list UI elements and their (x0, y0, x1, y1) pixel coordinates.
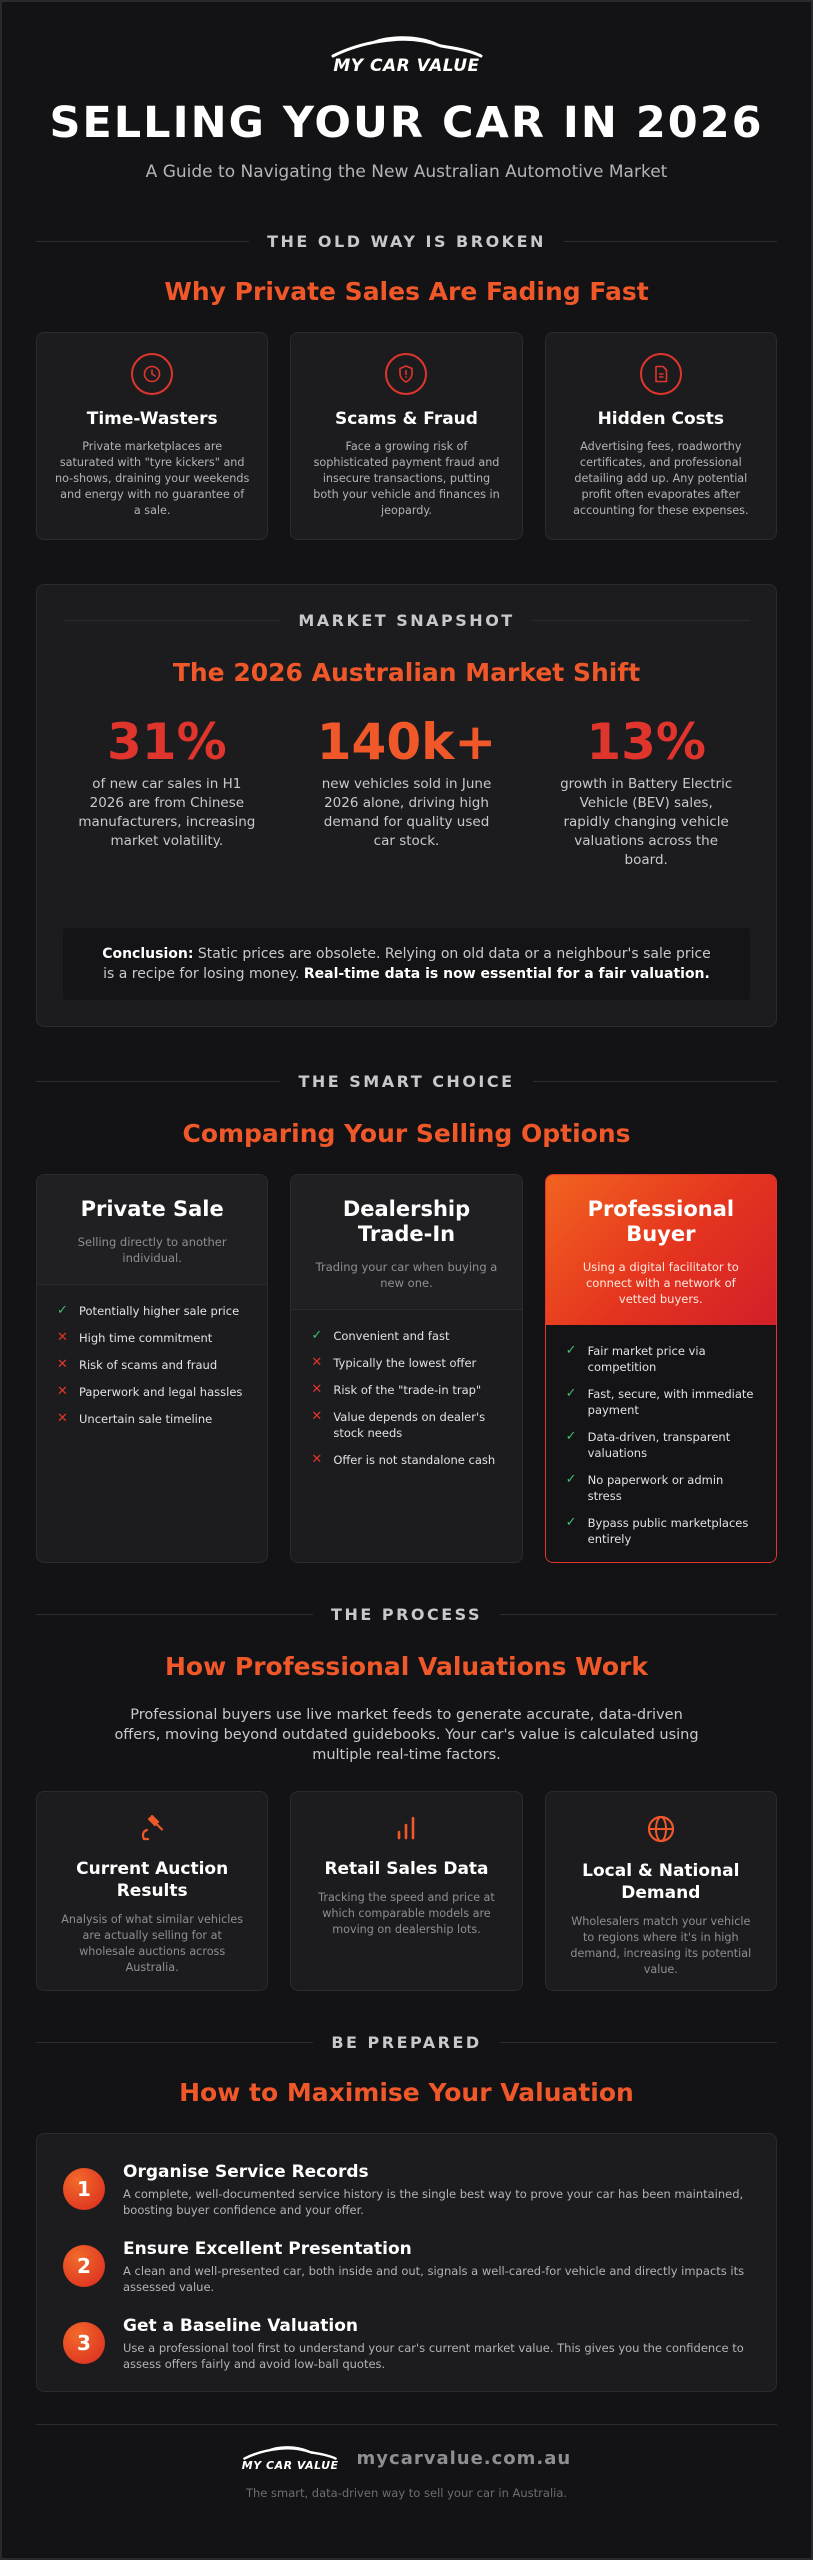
stat-value: 13% (586, 713, 707, 771)
problem-text: Advertising fees, roadworthy certificates, and professional detailing add up. Any potential profit often evaporates after accounting for these expenses. (573, 440, 749, 517)
conclusion-text: Static prices are obsolete. Relying on old data or a neighbour's sale price is a recipe for losing money. (103, 946, 711, 982)
list-item: ✕ Value depends on dealer's stock needs (311, 1409, 486, 1440)
cross-icon: ✕ (311, 1452, 323, 1467)
stat-value: 140k+ (316, 713, 497, 771)
option-list (546, 1325, 776, 1563)
list-item: ✕ Risk of the "trade-in trap" (311, 1382, 482, 1397)
conclusion-label: Conclusion: (102, 946, 194, 962)
step-text: A clean and well-presented car, both inside and out, signals a well-cared-for vehicle and directly impacts its assessed value. (123, 2264, 745, 2294)
stat-vehicles-sold (287, 715, 527, 870)
stat-desc: growth in Battery Electric Vehicle (BEV) sales, rapidly changing vehicle valuations across the board. (560, 776, 733, 868)
cross-icon: ✕ (311, 1355, 323, 1370)
problem-title: Scams & Fraud (335, 409, 478, 429)
step-number-badge: 3 (63, 2322, 105, 2364)
step-title: Ensure Excellent Presentation (123, 2239, 412, 2259)
process-card (290, 1791, 522, 1991)
section-label-snapshot: MARKET SNAPSHOT (63, 611, 750, 630)
option-title: Professional Buyer (587, 1197, 735, 1246)
step-text: A complete, well-documented service history is the single best way to prove your car has been maintained, boosting buyer confidence and your offer. (123, 2187, 744, 2217)
section-label-process: THE PROCESS (36, 1605, 777, 1624)
step-item (63, 2162, 750, 2218)
cross-icon: ✕ (311, 1382, 323, 1397)
stat-row (37, 715, 776, 870)
list-item: ✓ Bypass public marketplaces entirely (565, 1515, 749, 1546)
option-list (37, 1285, 267, 1563)
list-item: ✓ No paperwork or admin stress (565, 1472, 724, 1503)
conclusion-box (63, 928, 750, 1000)
clock-icon (131, 353, 173, 395)
option-sub: Using a digital facilitator to connect with a network of vetted buyers. (582, 1260, 739, 1306)
check-icon: ✓ (565, 1343, 577, 1358)
option-header (291, 1175, 521, 1310)
problem-text: Face a growing risk of sophisticated payment fraud and insecure transactions, putting both your vehicle and finances in jeopardy. (313, 440, 500, 517)
process-text: Analysis of what similar vehicles are actually selling for at wholesale auctions across Australia. (61, 1913, 244, 1974)
section-title-private-sales: Why Private Sales Are Fading Fast (164, 277, 649, 306)
cross-icon: ✕ (311, 1409, 323, 1424)
step-item (63, 2239, 750, 2295)
check-icon: ✓ (311, 1328, 323, 1343)
option-header (37, 1175, 267, 1285)
stat-desc: new vehicles sold in June 2026 alone, driving high demand for quality used car stock. (321, 776, 492, 849)
process-title: Current Auction Results (76, 1859, 229, 1901)
stat-value: 31% (106, 713, 227, 771)
step-title: Organise Service Records (123, 2162, 369, 2182)
process-card (545, 1791, 777, 1991)
steps-panel (36, 2133, 777, 2392)
bar-chart-icon (392, 1814, 420, 1842)
step-title: Get a Baseline Valuation (123, 2316, 359, 2336)
conclusion-strong: Real-time data is now essential for a fair valuation. (303, 966, 710, 982)
process-text: Tracking the speed and price at which comparable models are moving on dealership lots. (318, 1891, 495, 1936)
check-icon: ✓ (565, 1429, 577, 1444)
problem-card (290, 332, 522, 540)
globe-icon (646, 1814, 676, 1844)
option-title: Dealership Trade-In (342, 1197, 471, 1246)
problem-title: Hidden Costs (597, 409, 725, 429)
cross-icon: ✕ (57, 1411, 68, 1426)
step-number-badge: 1 (63, 2168, 105, 2210)
section-title-options: Comparing Your Selling Options (182, 1119, 631, 1148)
logo-text: MY CAR VALUE (333, 56, 480, 76)
option-cards (2, 1174, 811, 1563)
section-label-smart-choice: THE SMART CHOICE (36, 1072, 777, 1091)
stat-chinese-share (47, 715, 287, 870)
list-item: ✕ Paperwork and legal hassles (57, 1384, 243, 1399)
list-item: ✓ Convenient and fast (311, 1328, 450, 1343)
logo (2, 34, 811, 76)
footer-logo-text: MY CAR VALUE (241, 2459, 339, 2472)
list-item: ✕ Risk of scams and fraud (57, 1357, 218, 1372)
cross-icon: ✕ (57, 1384, 68, 1399)
process-text: Wholesalers match your vehicle to regions where it's in high demand, increasing its potential value. (570, 1915, 752, 1976)
list-item: ✕ High time commitment (57, 1330, 213, 1345)
document-icon (640, 353, 682, 395)
section-title-maximise: How to Maximise Your Valuation (179, 2078, 634, 2107)
process-card (36, 1791, 268, 1991)
option-sub: Selling directly to another individual. (77, 1235, 227, 1265)
check-icon: ✓ (565, 1515, 577, 1530)
footer (2, 2445, 811, 2472)
section-label-old-way: THE OLD WAY IS BROKEN (36, 232, 777, 251)
footer-divider (36, 2424, 777, 2425)
market-snapshot-panel (36, 584, 777, 1027)
problem-card (545, 332, 777, 540)
problem-title: Time-Wasters (86, 409, 218, 429)
process-intro: Professional buyers use live market feeds to generate accurate, data-driven offers, moving beyond outdated guidebooks. Your car's value is calculated using multiple real-time factors. (114, 1707, 699, 1763)
problem-card (36, 332, 268, 540)
check-icon: ✓ (565, 1386, 577, 1401)
process-cards (2, 1791, 811, 1991)
footer-tagline: The smart, data-driven way to sell your car in Australia. (245, 2486, 568, 2500)
section-title-process: How Professional Valuations Work (165, 1652, 648, 1681)
process-title: Retail Sales Data (324, 1859, 489, 1879)
shield-alert-icon (385, 353, 427, 395)
cross-icon: ✕ (57, 1330, 68, 1345)
list-item: ✓ Fast, secure, with immediate payment (565, 1386, 754, 1417)
problem-text: Private marketplaces are saturated with "tyre kickers" and no-shows, draining your weekends and energy with no guarantee of a sale. (55, 440, 250, 517)
footer-logo (242, 2445, 339, 2472)
stat-bev-growth (526, 715, 766, 870)
section-label-be-prepared: BE PREPARED (36, 2033, 777, 2052)
gavel-icon (138, 1814, 166, 1842)
list-item: ✓ Fair market price via competition (565, 1343, 706, 1374)
list-item: ✓ Data-driven, transparent valuations (565, 1429, 731, 1460)
option-list (291, 1310, 521, 1563)
page-subtitle: A Guide to Navigating the New Australian Automotive Market (145, 162, 668, 182)
process-title: Local & National Demand (582, 1861, 740, 1903)
stat-desc: of new car sales in H1 2026 are from Chinese manufacturers, increasing market volatility. (78, 776, 256, 849)
check-icon: ✓ (565, 1472, 577, 1487)
list-item: ✕ Typically the lowest offer (311, 1355, 477, 1370)
footer-url-link[interactable]: mycarvalue.com.au (356, 2448, 572, 2469)
option-card-dealership (290, 1174, 522, 1563)
list-item: ✓ Potentially higher sale price (57, 1303, 240, 1318)
step-number-badge: 2 (63, 2245, 105, 2287)
page-title: SELLING YOUR CAR IN 2026 (49, 98, 764, 148)
cross-icon: ✕ (57, 1357, 68, 1372)
list-item: ✕ Offer is not standalone cash (311, 1452, 496, 1467)
step-item (63, 2316, 750, 2372)
check-icon: ✓ (57, 1303, 68, 1318)
problem-cards (2, 332, 811, 540)
step-text: Use a professional tool first to understand your car's current market value. This gives you the confidence to assess offers fairly and avoid low-ball quotes. (123, 2341, 744, 2371)
option-card-professional-buyer (545, 1174, 777, 1563)
section-title-market-shift: The 2026 Australian Market Shift (172, 658, 641, 687)
option-sub: Trading your car when buying a new one. (315, 1260, 498, 1290)
option-card-private-sale (36, 1174, 268, 1563)
option-header (546, 1175, 776, 1325)
list-item: ✕ Uncertain sale timeline (57, 1411, 213, 1426)
option-title: Private Sale (80, 1197, 224, 1221)
